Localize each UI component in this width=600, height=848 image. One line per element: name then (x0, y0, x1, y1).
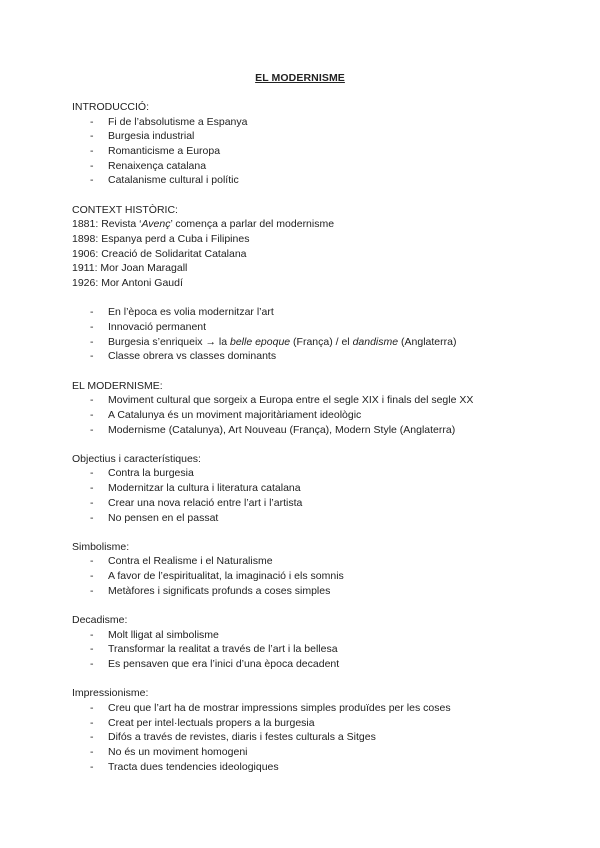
timeline-entry: 1906: Creació de Solidaritat Catalana (72, 247, 247, 260)
bullet-dash: - (90, 511, 94, 524)
section-heading: CONTEXT HISTÒRIC: (72, 203, 178, 216)
bullet-dash: - (90, 394, 94, 407)
bullet-dash: - (90, 145, 94, 158)
document-body (72, 100, 542, 789)
bullet-list (72, 393, 542, 437)
bullet-list (72, 701, 542, 774)
section-objectius (72, 452, 542, 525)
bullet-list (72, 628, 542, 672)
bullet-dash: - (90, 701, 94, 714)
list-item: - Romanticisme a Europa (90, 145, 221, 158)
list-item: - Modernitzar la cultura i literatura catalana (90, 482, 301, 495)
list-item: - Metàfores i significats profunds a coses simples (90, 584, 331, 597)
section-decadisme (72, 613, 542, 672)
list-item: - Difós a través de revistes, diaris i festes culturals a Sitges (90, 731, 376, 744)
section-context-items (72, 305, 542, 364)
bullet-dash: - (90, 408, 94, 421)
bullet-dash: - (90, 306, 94, 319)
bullet-dash: - (90, 555, 94, 568)
timeline-entry: 1926: Mor Antoni Gaudí (72, 277, 183, 290)
bullet-dash: - (90, 496, 94, 509)
bullet-dash: - (90, 115, 94, 128)
list-item: - Creat per intel·lectuals propers a la burgesia (90, 716, 315, 729)
timeline-entry: 1911: Mor Joan Maragall (72, 262, 188, 275)
bullet-dash: - (90, 467, 94, 480)
section-heading: Simbolisme: (72, 540, 130, 553)
list-item: - Modernisme (Catalunya), Art Nouveau (França), Modern Style (Anglaterra) (90, 423, 456, 436)
section-impressionisme (72, 686, 542, 774)
bullet-dash: - (90, 658, 94, 670)
section-heading: EL MODERNISME: (72, 379, 163, 392)
list-item: - No és un moviment homogeni (90, 745, 248, 758)
section-heading: Decadisme: (72, 613, 128, 626)
bullet-dash: - (90, 745, 94, 758)
list-item: - Fi de l’absolutisme a Espanya (90, 115, 248, 128)
bullet-dash: - (90, 760, 94, 773)
bullet-dash: - (90, 716, 94, 729)
bullet-dash: - (90, 423, 94, 436)
timeline-entry: 1898: Espanya perd a Cuba i Filipines (72, 233, 250, 245)
bullet-dash: - (90, 130, 94, 143)
list-item: - Contra la burgesia (90, 467, 194, 480)
section-simbolisme (72, 540, 542, 599)
section-heading: INTRODUCCIÓ: (72, 101, 149, 113)
bullet-list (72, 305, 542, 364)
bullet-dash: - (90, 628, 94, 641)
bullet-dash: - (90, 174, 94, 187)
list-item: - Creu que l’art ha de mostrar impressions simples produïdes per les coses (90, 701, 451, 714)
bullet-dash: - (90, 731, 94, 744)
bullet-dash: - (90, 350, 94, 363)
section-heading: Objectius i característiques: (72, 452, 201, 465)
list-item: - Burgesia s’enriqueix → la belle epoque (França) / el dandisme (Anglaterra) (90, 335, 457, 348)
bullet-dash: - (90, 643, 94, 656)
bullet-list (72, 115, 542, 188)
list-item: - Crear una nova relació entre l’art i l’artista (90, 496, 303, 509)
list-item: - No pensen en el passat (90, 511, 219, 524)
bullet-dash: - (90, 570, 94, 583)
list-item: - Transformar la realitat a través de l’art i la bellesa (90, 643, 338, 656)
list-item: - Contra el Realisme i el Naturalisme (90, 555, 273, 568)
section-introduccio (72, 100, 542, 188)
list-item: - Molt lligat al simbolisme (90, 628, 219, 641)
list-item: - Burgesia industrial (90, 130, 195, 143)
section-heading: Impressionisme: (72, 687, 149, 700)
list-item: - Renaixença catalana (90, 159, 207, 172)
list-item: - Classe obrera vs classes dominants (90, 350, 277, 363)
bullet-dash: - (90, 482, 94, 495)
bullet-list (72, 554, 542, 598)
list-item: - Innovació permanent (90, 320, 207, 333)
list-item: - A favor de l’espiritualitat, la imaginació i els somnis (90, 570, 344, 583)
list-item: - Tracta dues tendencies ideologiques (90, 760, 279, 773)
list-item: - Catalanisme cultural i polític (90, 174, 239, 187)
bullet-list (72, 466, 542, 525)
section-context-historic (72, 203, 542, 291)
page-title: EL MODERNISME (255, 72, 345, 84)
bullet-dash: - (90, 159, 94, 172)
list-item: - A Catalunya és un moviment majoritàriament ideològic (90, 408, 362, 421)
list-item: - En l’època es volia modernitzar l’art (90, 306, 274, 319)
timeline-entry: 1881: Revista ‘Avenç’ comença a parlar del modernisme (72, 218, 335, 231)
bullet-dash: - (90, 320, 94, 333)
bullet-dash: - (90, 335, 94, 348)
list-item: - Moviment cultural que sorgeix a Europa entre el segle XIX i finals del segle XX (90, 394, 474, 407)
section-el-modernisme (72, 379, 542, 438)
list-item: - Es pensaven que era l’inici d’una època decadent (90, 658, 340, 670)
bullet-dash: - (90, 584, 94, 597)
